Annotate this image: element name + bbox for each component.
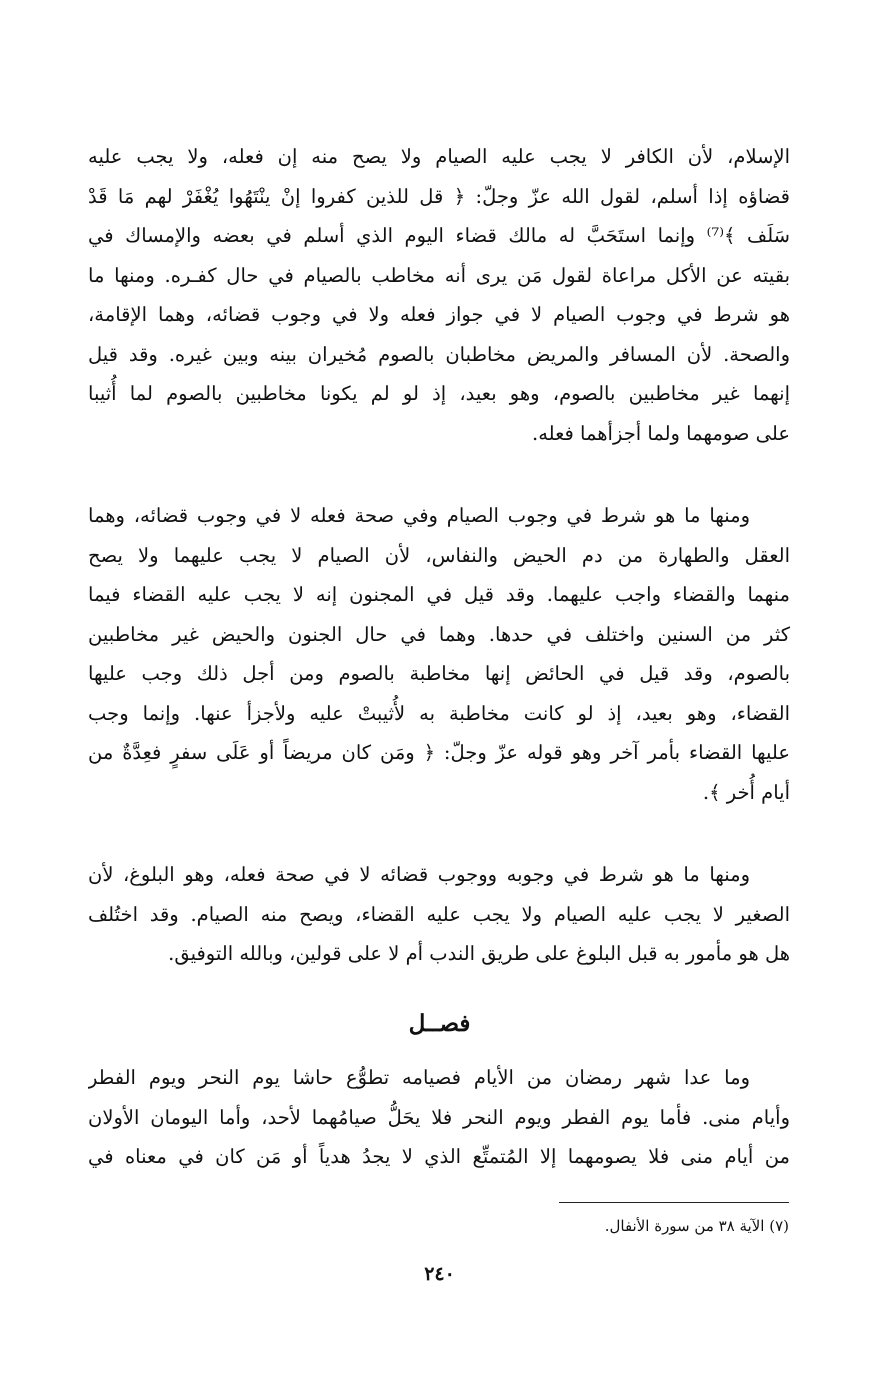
paragraph-2 <box>88 496 790 812</box>
section-heading: فصــل <box>408 1010 471 1037</box>
paragraph-line: قضاؤه إذا أسلم، لقول الله عزّ وجلّ: ﴿ قل للذين كفروا إنْ ينْتَهُوا يُغْفَرْ لهم مَا قَدْ <box>88 184 790 208</box>
paragraph-1 <box>88 137 790 453</box>
paragraph-line: هل هو مأمور به قبل البلوغ على طريق الندب أم لا على قولين، وبالله التوفيق. <box>168 942 790 965</box>
paragraph-line: الصغير لا يجب عليه الصيام ولا يجب عليه القضاء، ويصح منه الصيام. وقد اختُلف <box>88 902 790 926</box>
paragraph-line: والصحة. لأن المسافر والمريض مخاطبان بالصوم مُخيران بينه وبين غيره. وقد قيل <box>88 342 790 366</box>
paragraph-line: من أيام منى فلا يصومهما إلا المُتمتِّع الذي لا يجدُ هدياً أو مَن كان في معناه في <box>88 1145 790 1168</box>
paragraph-line: الإسلام، لأن الكافر لا يجب عليه الصيام ولا يصح منه إن فعله، ولا يجب عليه <box>88 145 790 168</box>
paragraph-line: بقيته عن الأكل مراعاة لقول مَن يرى أنه مخاطب بالصيام في حال كفـره. ومنها ما <box>88 263 790 287</box>
paragraph-4 <box>88 1058 790 1177</box>
paragraph-line: وأيام منى. فأما يوم الفطر ويوم النحر فلا يحَلُّ صيامُهما لأحد، وأما اليومان الأولان <box>88 1105 790 1129</box>
footnote-divider <box>559 1202 789 1203</box>
paragraph-line: سَلَف ﴾⁽⁷⁾ وإنما استَحَبَّ له مالك قضاء اليوم الذي أسلم في بعضه والإمساك في <box>88 224 790 247</box>
paragraph-line: منهما والقضاء واجب عليهما. وقد قيل في المجنون إنه لا يجب عليه القضاء فيما <box>88 583 790 606</box>
paragraph-line: كثر من السنين واختلف في حدها. وهما في حال الجنون والحيض غير مخاطبين <box>88 622 790 646</box>
paragraph-line: وما عدا شهر رمضان من الأيام فصيامه تطوُّع حاشا يوم النحر ويوم الفطر <box>88 1066 750 1089</box>
paragraph-line: هو شرط في وجوب الصيام لا في جواز فعله ولا في وجوب قضائه، وهما الإقامة، <box>88 303 790 326</box>
paragraph-line: ومنها ما هو شرط في وجوبه ووجوب قضائه لا في صحة فعله، وهو البلوغ، لأن <box>88 863 750 886</box>
page-number: ٢٤٠ <box>424 1263 455 1285</box>
paragraph-line: القضاء، وهو بعيد، إذ لو كانت مخاطبة به لأُثيبتْ عليه ولأجزأ عنها. وإنما وجب <box>88 701 790 725</box>
paragraph-line: بالصوم، وقد قيل في الحائض إنها مخاطبة بالصوم ومن أجل ذلك وجب عليها <box>88 662 790 685</box>
paragraph-line: ومنها ما هو شرط في وجوب الصيام وفي صحة فعله لا في وجوب قضائه، وهما <box>88 504 750 527</box>
paragraph-line: أيام أُخر ﴾. <box>702 780 790 804</box>
paragraph-line: عليها القضاء بأمر آخر وهو قوله عزّ وجلّ: ﴿ ومَن كان مريضاً أو عَلَى سفرٍ فعِدَّةٌ من <box>88 741 790 764</box>
paragraph-3 <box>88 855 790 974</box>
paragraph-line: العقل والطهارة من دم الحيض والنفاس، لأن الصيام لا يجب عليهما ولا يصح <box>88 543 790 567</box>
paragraph-line: إنهما غير مخاطبين بالصوم، وهو بعيد، إذ لو لم يكونا مخاطبين بالصوم لما أُثيبا <box>88 382 790 405</box>
footnote: (٧) الآية ٣٨ من سورة الأنفال. <box>604 1217 789 1235</box>
paragraph-line: على صومهما ولما أجزأهما فعله. <box>532 421 790 445</box>
